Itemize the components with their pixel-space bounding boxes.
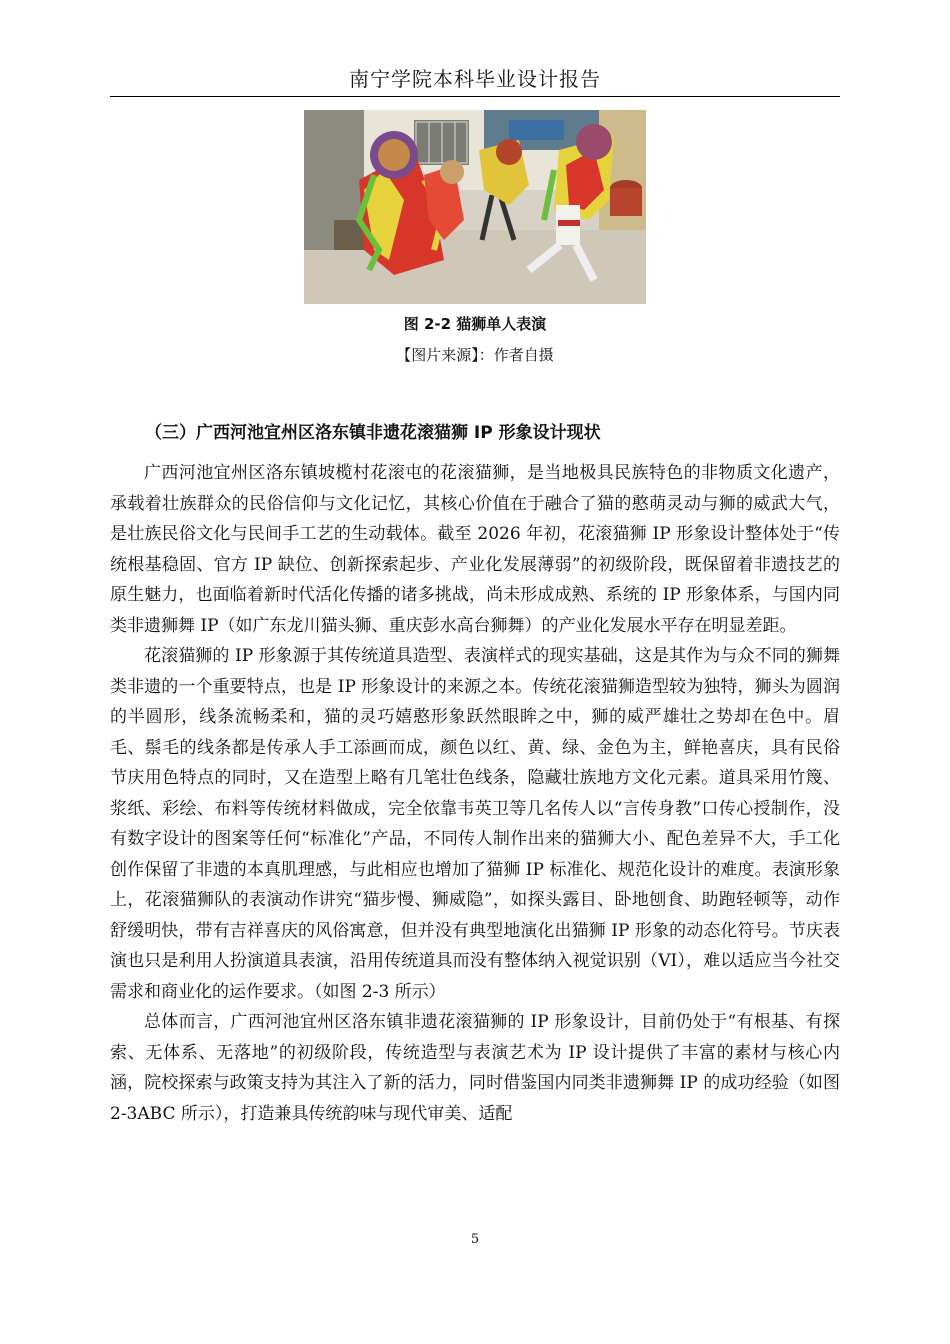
- paragraph: 总体而言，广西河池宜州区洛东镇非遗花滚猫狮的 IP 形象设计，目前仍处于“有根基、有探索、无体系、无落地”的初级阶段，传统造型与表演艺术为 IP 设计提供了丰富的素材与核心内涵，院校探索与政策支持为其注入了新的活力，同时借鉴国内同类非遗狮舞 IP 的成功经验（如图 2-3ABC 所示），打造兼具传统韵味与现代审美、适配: [110, 1012, 840, 1124]
- header-rule: [110, 96, 840, 97]
- page-number: 5: [470, 1232, 480, 1247]
- paragraph: 广西河池宜州区洛东镇坡榄村花滚屯的花滚猫狮，是当地极具民族特色的非物质文化遗产，承载着壮族群众的民俗信仰与文化记忆，其核心价值在于融合了猫的憨萌灵动与狮的威武大气，是壮族民俗文化与民间手工艺的生动载体。截至 2026 年初，花滚猫狮 IP 形象设计整体处于“传统根基稳固、官方 IP 缺位、创新探索起步、产业化发展薄弱”的初级阶段，既保留着非遗技艺的原生魅力，也面临着新时代活化传播的诸多挑战，尚未形成成熟、系统的 IP 形象体系，与国内同类非遗狮舞 IP（如广东龙川猫头狮、重庆彭水高台狮舞）的产业化发展水平存在明显差距。: [110, 463, 840, 636]
- figure-source: 【图片来源】：作者自摄: [396, 346, 554, 364]
- paragraph: 花滚猫狮的 IP 形象源于其传统道具造型、表演样式的现实基础，这是其作为与众不同的狮舞类非遗的一个重要特点，也是 IP 形象设计的来源之本。传统花滚猫狮造型较为独特，狮头为圆润的半圆形，线条流畅柔和，猫的灵巧嬉憨形象跃然眼眸之中，狮的威严雄壮之势却在色中。眉毛、鬃毛的线条都是传承人手工添画而成，颜色以红、黄、绿、金色为主，鲜艳喜庆，具有民俗节庆用色特点的同时，又在造型上略有几笔壮色线条，隐藏壮族地方文化元素。道具采用竹篾、浆纸、彩绘、布料等传统材料做成，完全依靠韦英卫等几名传人以“言传身教”口传心授制作，没有数字设计的图案等任何“标准化”产品，不同传人制作出来的猫狮大小、配色差异不大，手工化创作保留了非遗的本真肌理感，与此相应也增加了猫狮 IP 标准化、规范化设计的难度。表演形象上，花滚猫狮队的表演动作讲究“猫步慢、狮威隐”，如探头露目、卧地刨食、助跑轻顿等，动作舒缓明快，带有吉祥喜庆的风俗寓意，但并没有典型地演化出猫狮 IP 形象的动态化符号。节庆表演也只是利用人扮演道具表演，沿用传统道具而没有整体纳入视觉识别（VI），难以适应当今社交需求和商业化的运作要求。（如图 2-3 所示）: [110, 646, 840, 1002]
- figure-caption: 图 2-2 猫狮单人表演: [403, 315, 547, 333]
- lion-dance-photo: [304, 110, 646, 304]
- body-text: [110, 458, 840, 1129]
- section-heading: （三）广西河池宜州区洛东镇非遗花滚猫狮 IP 形象设计现状: [145, 423, 601, 443]
- page-header: 南宁学院本科毕业设计报告: [349, 67, 601, 91]
